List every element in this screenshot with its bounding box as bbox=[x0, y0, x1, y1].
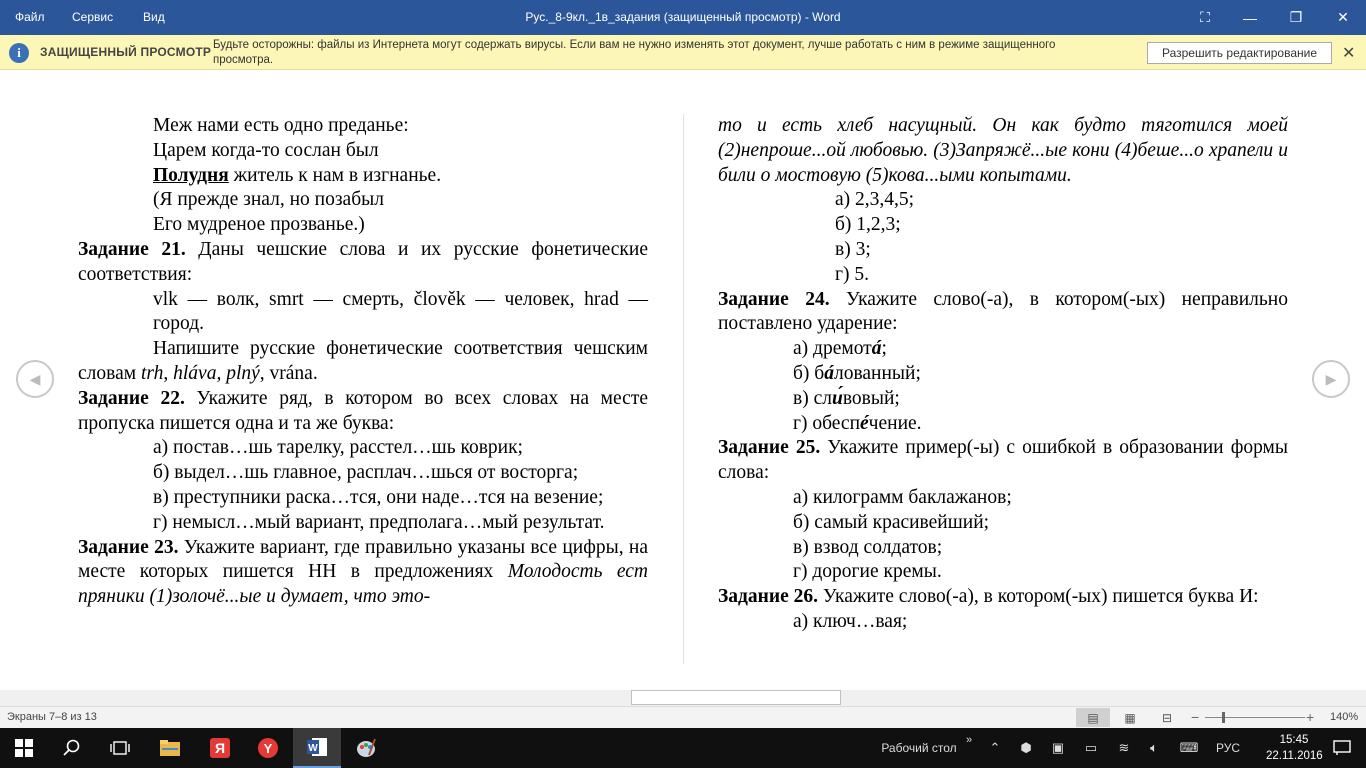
option: а) килограмм баклажанов; bbox=[793, 486, 1012, 508]
task-word: , vrána. bbox=[259, 362, 318, 384]
task-label: Задание 25. bbox=[718, 437, 821, 459]
task-26 bbox=[718, 585, 1288, 610]
poem-line: Царем когда-то сослан был bbox=[153, 139, 379, 161]
option-text: ; bbox=[881, 338, 887, 360]
chevron-up-icon[interactable]: ⌃ bbox=[989, 740, 1001, 755]
security-shield-icon[interactable]: ⬢ bbox=[1020, 740, 1032, 755]
option: в) 3; bbox=[835, 238, 871, 260]
title-bar bbox=[0, 0, 1366, 35]
task-22 bbox=[78, 387, 648, 437]
task-text: Напишите русские фонетические соответствия чешским словам bbox=[78, 338, 648, 384]
menu-view[interactable]: Вид bbox=[143, 10, 165, 24]
close-icon[interactable]: ✕ bbox=[1342, 45, 1356, 62]
menu-service[interactable]: Сервис bbox=[72, 10, 114, 24]
option-text: г) обесп bbox=[793, 412, 861, 434]
task-21-words: vlk — волк, smrt — смерть, člověk — человек, hrad — город. bbox=[153, 288, 648, 335]
zoom-in-icon[interactable]: + bbox=[1306, 709, 1315, 725]
option bbox=[718, 412, 1288, 437]
poem-line: Его мудреное прозванье.) bbox=[153, 214, 365, 236]
task-23-continuation: то и есть хлеб насущный. Он как будто тяготился моей (2)непроше...ой любовью. (3)Запряжё...ые кони (4)беше...о храпели и били о мостовую (5)кова...ыми копытами. bbox=[718, 115, 1288, 186]
window-title: Рус._8-9кл._1в_задания (защищенный просмотр) - Word bbox=[525, 10, 841, 24]
task-23 bbox=[78, 536, 648, 610]
double-chevron-icon[interactable]: » bbox=[965, 734, 973, 746]
battery-icon[interactable]: ▭ bbox=[1084, 740, 1098, 755]
search-icon[interactable] bbox=[48, 728, 96, 768]
display-icon[interactable]: ▣ bbox=[1051, 740, 1065, 755]
stressed-letter: á bbox=[824, 362, 834, 384]
protected-view-message: Будьте осторожны: файлы из Интернета могут содержать вирусы. Если вам не нужно изменять этот документ, лучше работать с ним в режиме защищенного просмотра. bbox=[213, 39, 1056, 66]
option bbox=[718, 362, 1288, 387]
protected-view-bar bbox=[0, 35, 1366, 70]
clock-time: 15:45 bbox=[1279, 734, 1309, 746]
menu-file[interactable]: Файл bbox=[15, 10, 45, 24]
next-screen-icon[interactable]: ▶ bbox=[1312, 360, 1350, 398]
option-text: а) дремот bbox=[793, 338, 872, 360]
task-label: Задание 21. bbox=[78, 238, 186, 260]
option: а) постав…шь тарелку, расстел…шь коврик; bbox=[153, 437, 523, 459]
poem-line: (Я прежде знал, но позабыл bbox=[153, 189, 384, 211]
close-button[interactable]: ✕ bbox=[1337, 9, 1349, 25]
option: а) ключ…вая; bbox=[793, 610, 908, 632]
task-text: Укажите ряд, в котором во всех словах на месте пропуска пишется одна и та же буква: bbox=[78, 387, 648, 434]
option-text: б) б bbox=[793, 362, 825, 384]
option: б) самый красивейший; bbox=[793, 511, 990, 533]
desktop-toolbar[interactable]: Рабочий стол bbox=[881, 741, 957, 755]
option: г) немысл…мый вариант, предполага…мый результат. bbox=[153, 511, 605, 533]
left-page bbox=[78, 114, 648, 610]
task-21 bbox=[78, 238, 648, 288]
task-label: Задание 24. bbox=[718, 288, 830, 310]
option: г) дорогие кремы. bbox=[793, 561, 942, 583]
zoom-slider[interactable] bbox=[1205, 717, 1305, 718]
scrollbar-thumb[interactable] bbox=[631, 690, 841, 705]
option-text: вовый; bbox=[842, 387, 900, 409]
option: в) преступники раска…тся, они наде…тся на везение; bbox=[153, 486, 604, 508]
option: г) 5. bbox=[835, 263, 869, 285]
clock-date: 22.11.2016 bbox=[1266, 750, 1323, 762]
protected-view-title: ЗАЩИЩЕННЫЙ ПРОСМОТР bbox=[40, 45, 212, 59]
previous-screen-icon[interactable]: ◀ bbox=[16, 360, 54, 398]
stressed-letter: é bbox=[860, 412, 869, 434]
task-text: Укажите слово(-а), в котором(-ых) неправильно поставлено ударение: bbox=[718, 288, 1288, 335]
poem-underlined-word: Полудня bbox=[153, 164, 229, 186]
task-label: Задание 26. bbox=[718, 586, 819, 608]
restore-button[interactable]: ❐ bbox=[1289, 9, 1303, 25]
paint-icon[interactable] bbox=[342, 728, 390, 768]
poem-line: Меж нами есть одно преданье: bbox=[153, 115, 409, 136]
option: б) выдел…шь главное, расплач…шься от восторга; bbox=[153, 462, 579, 484]
task-text: Укажите вариант, где правильно указаны все цифры, на месте которых пишется НН в предложениях bbox=[78, 536, 648, 583]
fullscreen-icon[interactable]: ⛶ bbox=[1200, 9, 1210, 25]
taskbar bbox=[0, 728, 1366, 768]
task-label: Задание 23. bbox=[78, 536, 179, 558]
poem-line-rest: житель к нам в изгнанье. bbox=[228, 164, 442, 186]
svg-text:Y: Y bbox=[263, 741, 273, 756]
option-text: в) сл bbox=[793, 387, 832, 409]
word-icon[interactable] bbox=[293, 728, 341, 768]
stressed-letter: и́ bbox=[831, 387, 843, 409]
task-24 bbox=[718, 288, 1288, 338]
option: б) 1,2,3; bbox=[835, 214, 901, 236]
poem-line bbox=[78, 164, 648, 189]
minimize-button[interactable]: — bbox=[1243, 9, 1257, 26]
task-text: Укажите слово(-а), в котором(-ых) пишется буква И: bbox=[818, 586, 1259, 608]
task-sentence: Молодость ест пряники (1)золочё...ые и думает, что это- bbox=[78, 561, 649, 608]
shield-icon: i bbox=[9, 43, 29, 63]
keyboard-icon[interactable]: ⌨ bbox=[1179, 740, 1199, 755]
clock[interactable] bbox=[1266, 732, 1322, 764]
status-bar bbox=[0, 706, 1366, 728]
horizontal-scrollbar[interactable] bbox=[0, 690, 1366, 706]
volume-icon[interactable]: 🔈︎ bbox=[1150, 740, 1158, 755]
wifi-icon[interactable]: ≋ bbox=[1118, 740, 1130, 755]
page-counter[interactable]: Экраны 7–8 из 13 bbox=[7, 711, 97, 723]
task-view-icon[interactable] bbox=[96, 728, 144, 768]
task-label: Задание 22. bbox=[78, 387, 185, 409]
print-layout-icon[interactable]: ▦ bbox=[1124, 710, 1136, 725]
read-mode-icon[interactable]: ▤ bbox=[1076, 708, 1110, 727]
file-explorer-icon[interactable] bbox=[146, 728, 194, 768]
option bbox=[718, 337, 1288, 362]
option bbox=[718, 387, 1288, 412]
svg-text:Я: Я bbox=[214, 740, 226, 756]
enable-editing-button[interactable]: Разрешить редактирование bbox=[1147, 42, 1332, 64]
option-text: лованный; bbox=[833, 362, 921, 384]
notifications-icon[interactable] bbox=[1322, 728, 1362, 768]
task-25 bbox=[718, 436, 1288, 486]
option: а) 2,3,4,5; bbox=[835, 189, 915, 211]
stressed-letter: á bbox=[871, 338, 882, 360]
zoom-out-icon[interactable]: − bbox=[1191, 709, 1200, 725]
document-area bbox=[0, 70, 1366, 690]
zoom-level[interactable]: 140% bbox=[1330, 711, 1359, 723]
option-text: чение. bbox=[868, 412, 922, 434]
zoom-slider-thumb[interactable] bbox=[1222, 712, 1225, 723]
start-windows-icon[interactable] bbox=[0, 728, 48, 768]
task-text: Укажите пример(-ы) с ошибкой в образовании формы слова: bbox=[718, 437, 1288, 484]
right-page bbox=[718, 114, 1288, 635]
task-word: trh bbox=[140, 362, 164, 384]
svg-text:W: W bbox=[308, 743, 318, 754]
yandex-icon[interactable] bbox=[244, 728, 292, 768]
task-text: Даны чешские слова и их русские фонетические соответствия: bbox=[78, 238, 648, 285]
option: в) взвод солдатов; bbox=[793, 536, 943, 558]
task-21-instruction: Напишите русские фонетические соответствия чешским словам trh, hláva, plný, vrána. bbox=[78, 338, 648, 384]
web-layout-icon[interactable]: ⊟ bbox=[1161, 710, 1173, 725]
page-divider bbox=[683, 114, 684, 664]
language-indicator[interactable]: РУС bbox=[1215, 741, 1241, 755]
yandex-browser-icon[interactable] bbox=[196, 728, 244, 768]
task-word: hláva, plný bbox=[173, 362, 260, 384]
